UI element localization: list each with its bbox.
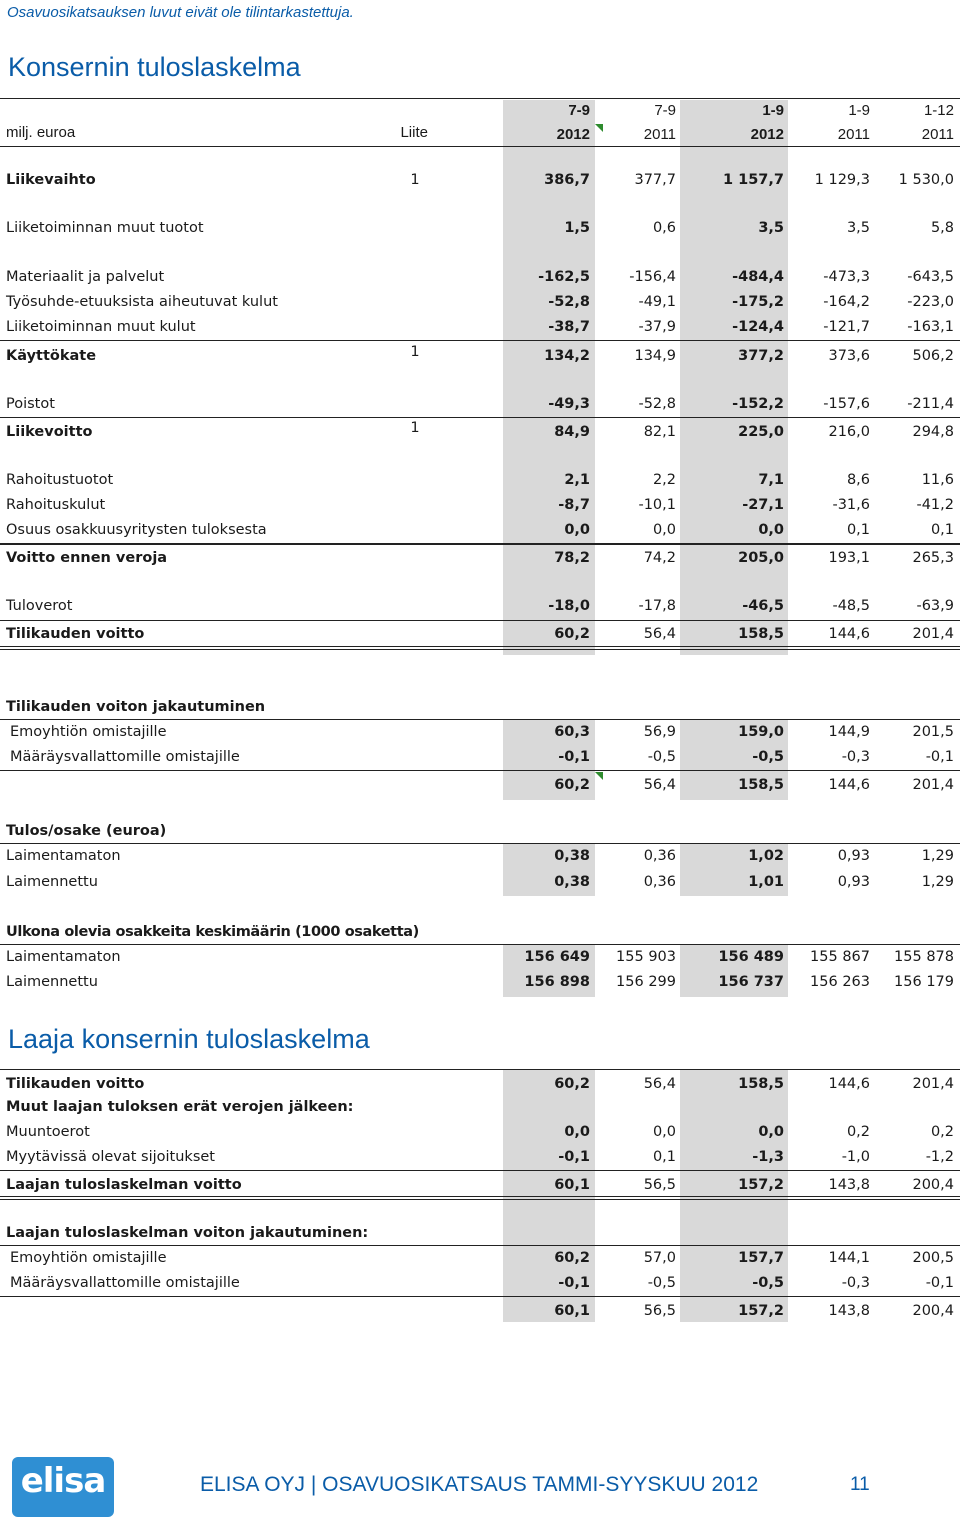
cell: 156 263 — [810, 974, 870, 990]
elisa-logo — [12, 1457, 114, 1517]
cell: 1,02 — [748, 848, 784, 864]
header-year: 2011 — [837, 126, 870, 143]
cell: 56,4 — [643, 626, 676, 642]
table-row — [0, 871, 960, 893]
header-bottom-rule — [0, 146, 960, 147]
cell: 1,29 — [921, 848, 954, 864]
cell: 3,5 — [846, 220, 870, 236]
cell: 143,8 — [828, 1177, 870, 1193]
section-heading — [0, 820, 960, 842]
table-row — [0, 519, 960, 541]
cell: -152,2 — [732, 396, 784, 412]
cell: 60,2 — [554, 777, 590, 793]
cell: -48,5 — [832, 598, 870, 614]
cell: 157,2 — [738, 1177, 784, 1193]
cell: -0,1 — [925, 749, 954, 765]
cell: -157,6 — [823, 396, 870, 412]
section-rule — [0, 770, 960, 771]
row-label: Rahoituskulut — [6, 497, 106, 513]
section-heading-label: Laajan tuloslaskelman voiton jakautuminen: — [6, 1225, 369, 1241]
cell: -52,8 — [638, 396, 676, 412]
cell: 56,4 — [643, 777, 676, 793]
cell: 200,4 — [912, 1303, 954, 1319]
cell: 201,4 — [912, 777, 954, 793]
cell: -31,6 — [832, 497, 870, 513]
total-double-rule — [0, 646, 960, 647]
cell: 156 898 — [524, 974, 590, 990]
cell: 134,2 — [544, 348, 590, 364]
cell: -10,1 — [638, 497, 676, 513]
cell: 56,5 — [643, 1303, 676, 1319]
cell: 377,7 — [634, 172, 676, 188]
cell: 144,9 — [828, 724, 870, 740]
section-heading — [0, 696, 960, 718]
cell: 201,4 — [912, 1076, 954, 1092]
cell: 60,3 — [554, 724, 590, 740]
cell: -17,8 — [638, 598, 676, 614]
section-rule — [0, 1296, 960, 1297]
cell: 156 649 — [524, 949, 590, 965]
cell: 225,0 — [738, 424, 784, 440]
comprehensive-title: Laaja konsernin tuloslaskelma — [8, 1024, 370, 1054]
cell: 1,29 — [921, 874, 954, 890]
cell: 506,2 — [912, 348, 954, 364]
cell: -0,3 — [841, 749, 870, 765]
cell: 1,5 — [564, 220, 590, 236]
row-label: Rahoitustuotot — [6, 472, 114, 488]
cell: 1 129,3 — [814, 172, 870, 188]
row-label: Emoyhtiön omistajille — [10, 1250, 167, 1266]
table-row — [0, 1073, 960, 1095]
cell: -27,1 — [742, 497, 784, 513]
cell: 1,01 — [748, 874, 784, 890]
table-row — [0, 1121, 960, 1143]
cell: 216,0 — [828, 424, 870, 440]
header-period: 7-9 — [568, 102, 590, 119]
row-label: Liiketoiminnan muut tuotot — [6, 220, 204, 236]
table-row — [0, 266, 960, 288]
cell: 386,7 — [544, 172, 590, 188]
section-heading — [0, 1222, 960, 1244]
cell: -643,5 — [907, 269, 954, 285]
cell: 56,9 — [643, 724, 676, 740]
table-row — [0, 721, 960, 743]
cell: 377,2 — [738, 348, 784, 364]
cell: 1 530,0 — [898, 172, 954, 188]
table-row — [0, 316, 960, 338]
page-number: 11 — [850, 1474, 870, 1495]
row-label: Tuloverot — [6, 598, 73, 614]
cell: 60,2 — [554, 626, 590, 642]
cell: 156 489 — [718, 949, 784, 965]
section-rule — [0, 719, 960, 720]
cell: -52,8 — [548, 294, 590, 310]
cell: 5,8 — [930, 220, 954, 236]
row-label: Osuus osakkuusyritysten tuloksesta — [6, 522, 267, 538]
table-row — [0, 1096, 960, 1118]
cell: -18,0 — [548, 598, 590, 614]
cell: -49,1 — [638, 294, 676, 310]
comment-marker-icon — [595, 124, 603, 132]
row-label: Määräysvallattomille omistajille — [10, 1275, 240, 1291]
footer-text: ELISA OYJ | OSAVUOSIKATSAUS TAMMI-SYYSKUU 2012 — [200, 1473, 759, 1496]
cell: 74,2 — [643, 550, 676, 566]
row-label: Laimennettu — [6, 974, 98, 990]
cell: 0,0 — [758, 522, 784, 538]
logo-text: elisa — [20, 1461, 106, 1501]
row-liite: 1 — [410, 172, 420, 188]
cell: 60,1 — [554, 1303, 590, 1319]
total-double-rule — [0, 1199, 960, 1200]
cell: -211,4 — [907, 396, 954, 412]
cell: 155 903 — [616, 949, 676, 965]
header-period: 1-9 — [762, 102, 784, 119]
cell: 0,1 — [846, 522, 870, 538]
cell: -124,4 — [732, 319, 784, 335]
cell: 0,1 — [930, 522, 954, 538]
section-rule — [0, 944, 960, 945]
cell: 156 179 — [894, 974, 954, 990]
table-row — [0, 494, 960, 516]
cell: -0,1 — [558, 1275, 590, 1291]
cell: -0,1 — [558, 749, 590, 765]
cell: 144,1 — [828, 1250, 870, 1266]
section-heading — [0, 921, 960, 943]
section-heading-label: Ulkona olevia osakkeita keskimäärin (1000 osaketta) — [6, 924, 419, 940]
cell: 156 737 — [718, 974, 784, 990]
header-unit: milj. euroa — [6, 124, 76, 141]
table-row — [0, 1247, 960, 1269]
cell: 0,93 — [837, 848, 870, 864]
cell: 144,6 — [828, 1076, 870, 1092]
table-row — [0, 946, 960, 968]
table-row — [0, 623, 960, 645]
row-label: Laimentamaton — [6, 848, 121, 864]
cell: 0,36 — [643, 848, 676, 864]
cell: -0,3 — [841, 1275, 870, 1291]
section-rule — [0, 1069, 960, 1070]
header-year: 2012 — [750, 126, 784, 143]
table-row — [0, 421, 960, 443]
cell: -121,7 — [823, 319, 870, 335]
cell: 144,6 — [828, 777, 870, 793]
cell: 159,0 — [738, 724, 784, 740]
cell: 0,36 — [643, 874, 676, 890]
row-label: Liikevoitto — [6, 424, 93, 440]
subtotal-rule — [0, 417, 960, 418]
row-label: Laimentamaton — [6, 949, 121, 965]
cell: -163,1 — [907, 319, 954, 335]
row-label: Muut laajan tuloksen erät verojen jälkeen: — [6, 1099, 354, 1115]
cell: 157,2 — [738, 1303, 784, 1319]
table-row — [0, 169, 960, 191]
cell: -8,7 — [558, 497, 590, 513]
table-row — [0, 971, 960, 993]
cell: 200,4 — [912, 1177, 954, 1193]
cell: -1,0 — [841, 1149, 870, 1165]
table-row — [0, 1300, 960, 1322]
row-label: Materiaalit ja palvelut — [6, 269, 165, 285]
cell: 155 867 — [810, 949, 870, 965]
cell: -0,5 — [647, 1275, 676, 1291]
cell: 0,93 — [837, 874, 870, 890]
header-period: 1-12 — [923, 102, 954, 119]
row-label: Myytävissä olevat sijoitukset — [6, 1149, 215, 1165]
cell: -484,4 — [732, 269, 784, 285]
row-label: Liikevaihto — [6, 172, 96, 188]
row-label: Poistot — [6, 396, 55, 412]
cell: -0,5 — [752, 749, 784, 765]
cell: -156,4 — [629, 269, 676, 285]
row-label: Emoyhtiön omistajille — [10, 724, 167, 740]
cell: 0,6 — [652, 220, 676, 236]
cell: 0,2 — [846, 1124, 870, 1140]
table-row — [0, 1146, 960, 1168]
cell: 56,4 — [643, 1076, 676, 1092]
cell: 144,6 — [828, 626, 870, 642]
cell: 0,38 — [554, 874, 590, 890]
subtotal-rule — [0, 340, 960, 341]
cell: 1 157,7 — [722, 172, 784, 188]
cell: -46,5 — [742, 598, 784, 614]
row-label: Tilikauden voitto — [6, 1076, 145, 1092]
table-row — [0, 345, 960, 367]
cell: 57,0 — [643, 1250, 676, 1266]
cell: 0,0 — [564, 1124, 590, 1140]
table-row — [0, 393, 960, 415]
cell: 78,2 — [554, 550, 590, 566]
cell: -37,9 — [638, 319, 676, 335]
cell: 158,5 — [738, 1076, 784, 1092]
cell: 2,2 — [652, 472, 676, 488]
cell: 84,9 — [554, 424, 590, 440]
section-rule — [0, 1245, 960, 1246]
cell: -1,3 — [752, 1149, 784, 1165]
section-heading-label: Tulos/osake (euroa) — [6, 823, 167, 839]
total-rule — [0, 620, 960, 621]
cell: -41,2 — [916, 497, 954, 513]
cell: -162,5 — [538, 269, 590, 285]
cell: 0,1 — [652, 1149, 676, 1165]
header-year: 2012 — [556, 126, 590, 143]
cell: 294,8 — [912, 424, 954, 440]
cell: 265,3 — [912, 550, 954, 566]
header-year: 2011 — [921, 126, 954, 143]
cell: 158,5 — [738, 626, 784, 642]
header-period: 7-9 — [654, 102, 676, 119]
total-double-rule — [0, 1196, 960, 1197]
cell: -175,2 — [732, 294, 784, 310]
cell: 60,1 — [554, 1177, 590, 1193]
cell: 201,4 — [912, 626, 954, 642]
row-label: Käyttökate — [6, 348, 97, 364]
cell: 158,5 — [738, 777, 784, 793]
cell: 60,2 — [554, 1250, 590, 1266]
cell: 0,38 — [554, 848, 590, 864]
cell: 56,5 — [643, 1177, 676, 1193]
header-period: 1-9 — [848, 102, 870, 119]
row-liite: 1 — [410, 344, 420, 360]
cell: 157,7 — [738, 1250, 784, 1266]
cell: -0,1 — [925, 1275, 954, 1291]
cell: 11,6 — [921, 472, 954, 488]
header-liite: Liite — [400, 124, 428, 141]
cell: 8,6 — [846, 472, 870, 488]
cell: -0,1 — [558, 1149, 590, 1165]
table-row — [0, 774, 960, 796]
cell: 2,1 — [564, 472, 590, 488]
section-heading-label: Tilikauden voiton jakautuminen — [6, 699, 266, 715]
cell: -164,2 — [823, 294, 870, 310]
cell: 201,5 — [912, 724, 954, 740]
cell: 0,0 — [652, 522, 676, 538]
page-title: Konsernin tuloslaskelma — [8, 52, 301, 82]
row-label: Voitto ennen veroja — [6, 550, 168, 566]
row-label: Laimennettu — [6, 874, 98, 890]
cell: -0,5 — [647, 749, 676, 765]
cell: -49,3 — [548, 396, 590, 412]
subtotal-rule — [0, 543, 960, 545]
cell: -1,2 — [925, 1149, 954, 1165]
cell: 0,0 — [652, 1124, 676, 1140]
cell: 0,2 — [930, 1124, 954, 1140]
cell: 205,0 — [738, 550, 784, 566]
audit-note: Osavuosikatsauksen luvut eivät ole tilintarkastettuja. — [7, 4, 354, 21]
cell: 156 299 — [616, 974, 676, 990]
table-row — [0, 595, 960, 617]
cell: 3,5 — [758, 220, 784, 236]
row-label: Työsuhde-etuuksista aiheutuvat kulut — [6, 294, 278, 310]
cell: -223,0 — [907, 294, 954, 310]
table-row — [0, 1174, 960, 1196]
cell: 7,1 — [758, 472, 784, 488]
cell: 0,0 — [564, 522, 590, 538]
cell: 200,5 — [912, 1250, 954, 1266]
table-row — [0, 469, 960, 491]
row-label: Tilikauden voitto — [6, 626, 145, 642]
row-liite: 1 — [410, 420, 420, 436]
cell: 373,6 — [828, 348, 870, 364]
section-rule — [0, 843, 960, 844]
cell: -63,9 — [916, 598, 954, 614]
table-row — [0, 1272, 960, 1294]
total-rule — [0, 1170, 960, 1171]
table-row — [0, 291, 960, 313]
cell: 60,2 — [554, 1076, 590, 1092]
table-row — [0, 746, 960, 768]
table-row — [0, 547, 960, 569]
cell: 193,1 — [828, 550, 870, 566]
cell: 155 878 — [894, 949, 954, 965]
total-double-rule — [0, 649, 960, 650]
cell: -38,7 — [548, 319, 590, 335]
row-label: Määräysvallattomille omistajille — [10, 749, 240, 765]
cell: 82,1 — [643, 424, 676, 440]
cell: 0,0 — [758, 1124, 784, 1140]
table-row — [0, 845, 960, 867]
cell: 134,9 — [634, 348, 676, 364]
header-top-rule — [0, 98, 960, 99]
cell: 143,8 — [828, 1303, 870, 1319]
header-year: 2011 — [643, 126, 676, 143]
table-row — [0, 217, 960, 239]
cell: -473,3 — [823, 269, 870, 285]
row-label: Muuntoerot — [6, 1124, 90, 1140]
row-label: Laajan tuloslaskelman voitto — [6, 1177, 242, 1193]
row-label: Liiketoiminnan muut kulut — [6, 319, 196, 335]
cell: -0,5 — [752, 1275, 784, 1291]
